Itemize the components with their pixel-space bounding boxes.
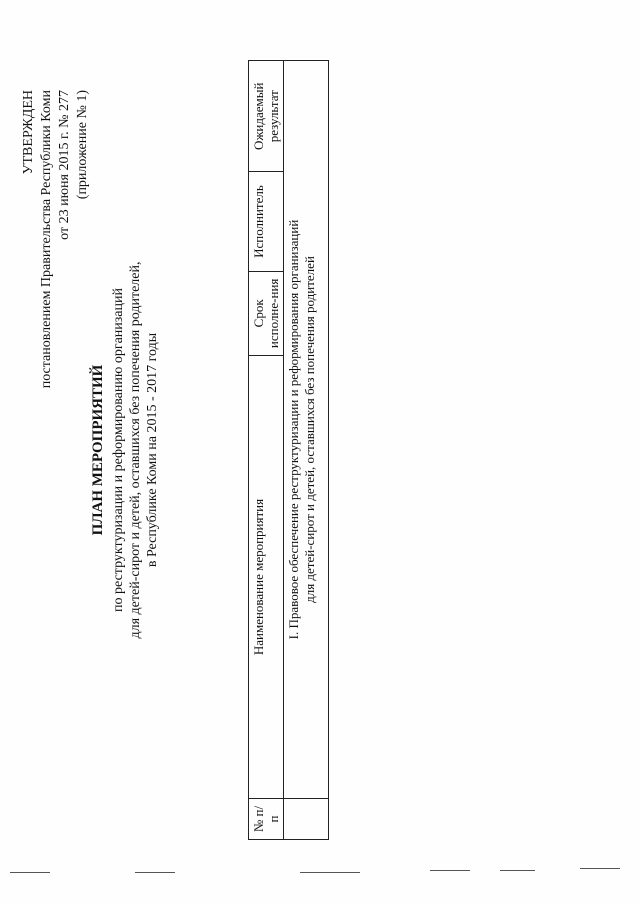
divider [300, 872, 360, 873]
title-line-2: для детей-сирот и детей, оставшихся без попечения родителей, [128, 261, 143, 639]
divider [430, 870, 470, 871]
header-number: № п/п [249, 799, 284, 840]
divider [135, 872, 175, 873]
divider [500, 870, 535, 871]
header-name: Наименование мероприятия [249, 356, 284, 799]
divider [10, 872, 50, 873]
header-term: Срок исполне-ния [249, 271, 284, 355]
header-result: Ожидаемый результат [249, 61, 284, 172]
header-executor: Исполнитель [249, 172, 284, 271]
approval-line-1: УТВЕРЖДЕН [21, 90, 36, 175]
section-heading-line-2: для детей-сирот и детей, оставшихся без попечения родителей [302, 256, 317, 603]
title-line-3: в Республике Коми на 2015 - 2017 годы [145, 332, 160, 568]
approval-line-3: от 23 июня 2015 г. № 277 [57, 90, 72, 240]
approval-line-4: (приложение № 1) [75, 90, 90, 200]
divider [580, 868, 620, 869]
title-line-1: по реструктуризации и реформированию организаций [111, 288, 126, 612]
title-main: ПЛАН МЕРОПРИЯТИЙ [90, 364, 106, 536]
approval-line-2: постановлением Правительства Республики Коми [39, 90, 54, 389]
section-heading-line-1: I. Правовое обеспечение реструктуризации и реформирования организаций [286, 219, 301, 640]
